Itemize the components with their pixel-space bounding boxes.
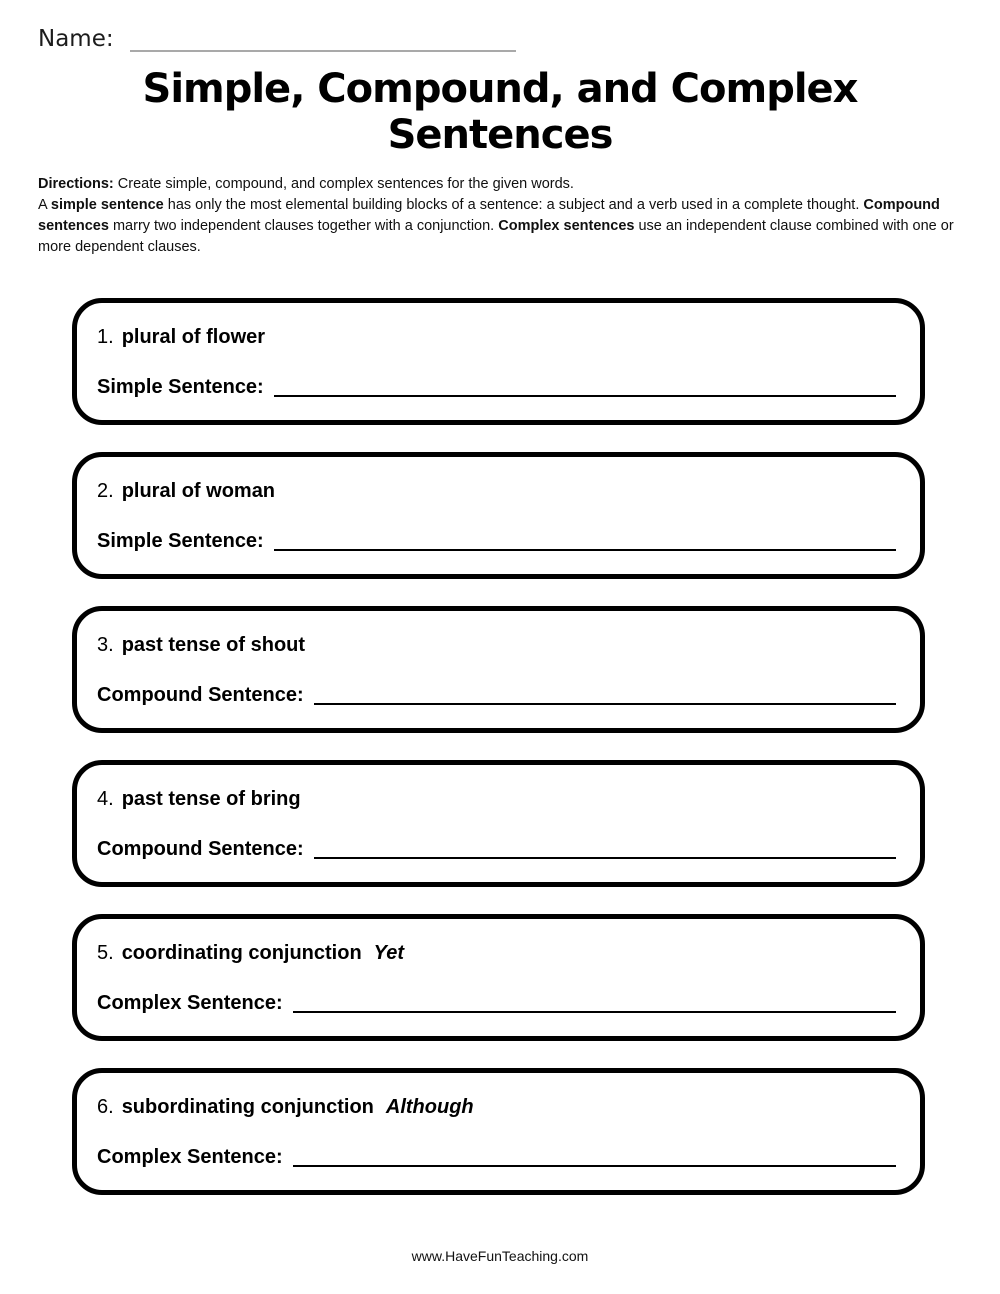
worksheet-item-5 <box>72 914 925 1041</box>
answer-blank-line[interactable] <box>274 381 896 397</box>
item-answer-row <box>97 683 896 707</box>
item-number: 2. <box>97 480 114 502</box>
item-prompt: subordinating conjunction <box>121 1096 374 1118</box>
worksheet-item-1 <box>72 298 925 425</box>
item-answer-row <box>97 529 896 553</box>
answer-type-label: Complex Sentence: <box>97 992 283 1014</box>
answer-blank-line[interactable] <box>293 1151 896 1167</box>
name-label: Name: <box>38 26 114 52</box>
item-prompt: plural of flower <box>121 326 266 348</box>
answer-blank-line[interactable] <box>314 689 896 705</box>
answer-type-label: Simple Sentence: <box>97 376 264 398</box>
answer-type-label: Compound Sentence: <box>97 838 304 860</box>
name-row <box>38 26 962 52</box>
item-prompt-row <box>97 787 896 811</box>
directions-heading: Directions: Create simple, compound, and complex sentences for the given words. <box>38 176 574 192</box>
answer-type-label: Compound Sentence: <box>97 684 304 706</box>
directions-body: A simple sentence has only the most elemental building blocks of a sentence: a subject and a verb used in a complete thought. Compound sentences marry two independent clauses together with a conjunction. Complex sentences use an independent clause combined with one or more dependent clauses. <box>38 197 954 255</box>
item-prompt-keyword: Although <box>385 1096 474 1118</box>
worksheet-item-2 <box>72 452 925 579</box>
item-answer-row <box>97 1145 896 1169</box>
item-prompt: plural of woman <box>121 480 276 502</box>
item-prompt-row <box>97 633 896 657</box>
item-number: 1. <box>97 326 114 348</box>
answer-blank-line[interactable] <box>274 535 896 551</box>
worksheet-item-3 <box>72 606 925 733</box>
answer-blank-line[interactable] <box>293 997 896 1013</box>
item-prompt-row <box>97 941 896 965</box>
item-number: 3. <box>97 634 114 656</box>
answer-blank-line[interactable] <box>314 843 896 859</box>
item-prompt-row <box>97 479 896 503</box>
item-answer-row <box>97 375 896 399</box>
item-answer-row <box>97 837 896 861</box>
item-prompt-row <box>97 1095 896 1119</box>
answer-type-label: Complex Sentence: <box>97 1146 283 1168</box>
item-prompt: past tense of bring <box>121 788 301 810</box>
item-number: 5. <box>97 942 114 964</box>
item-prompt-keyword: Yet <box>373 942 405 964</box>
item-number: 4. <box>97 788 114 810</box>
page-title: Simple, Compound, and Complex Sentences <box>142 66 858 158</box>
item-answer-row <box>97 991 896 1015</box>
worksheet-items <box>38 298 962 1195</box>
worksheet-item-6 <box>72 1068 925 1195</box>
item-prompt-row <box>97 325 896 349</box>
name-blank-line[interactable] <box>130 28 516 52</box>
answer-type-label: Simple Sentence: <box>97 530 264 552</box>
footer-url: www.HaveFunTeaching.com <box>411 1248 589 1264</box>
item-number: 6. <box>97 1096 114 1118</box>
item-prompt: coordinating conjunction <box>121 942 362 964</box>
worksheet-item-4 <box>72 760 925 887</box>
item-prompt: past tense of shout <box>121 634 306 656</box>
